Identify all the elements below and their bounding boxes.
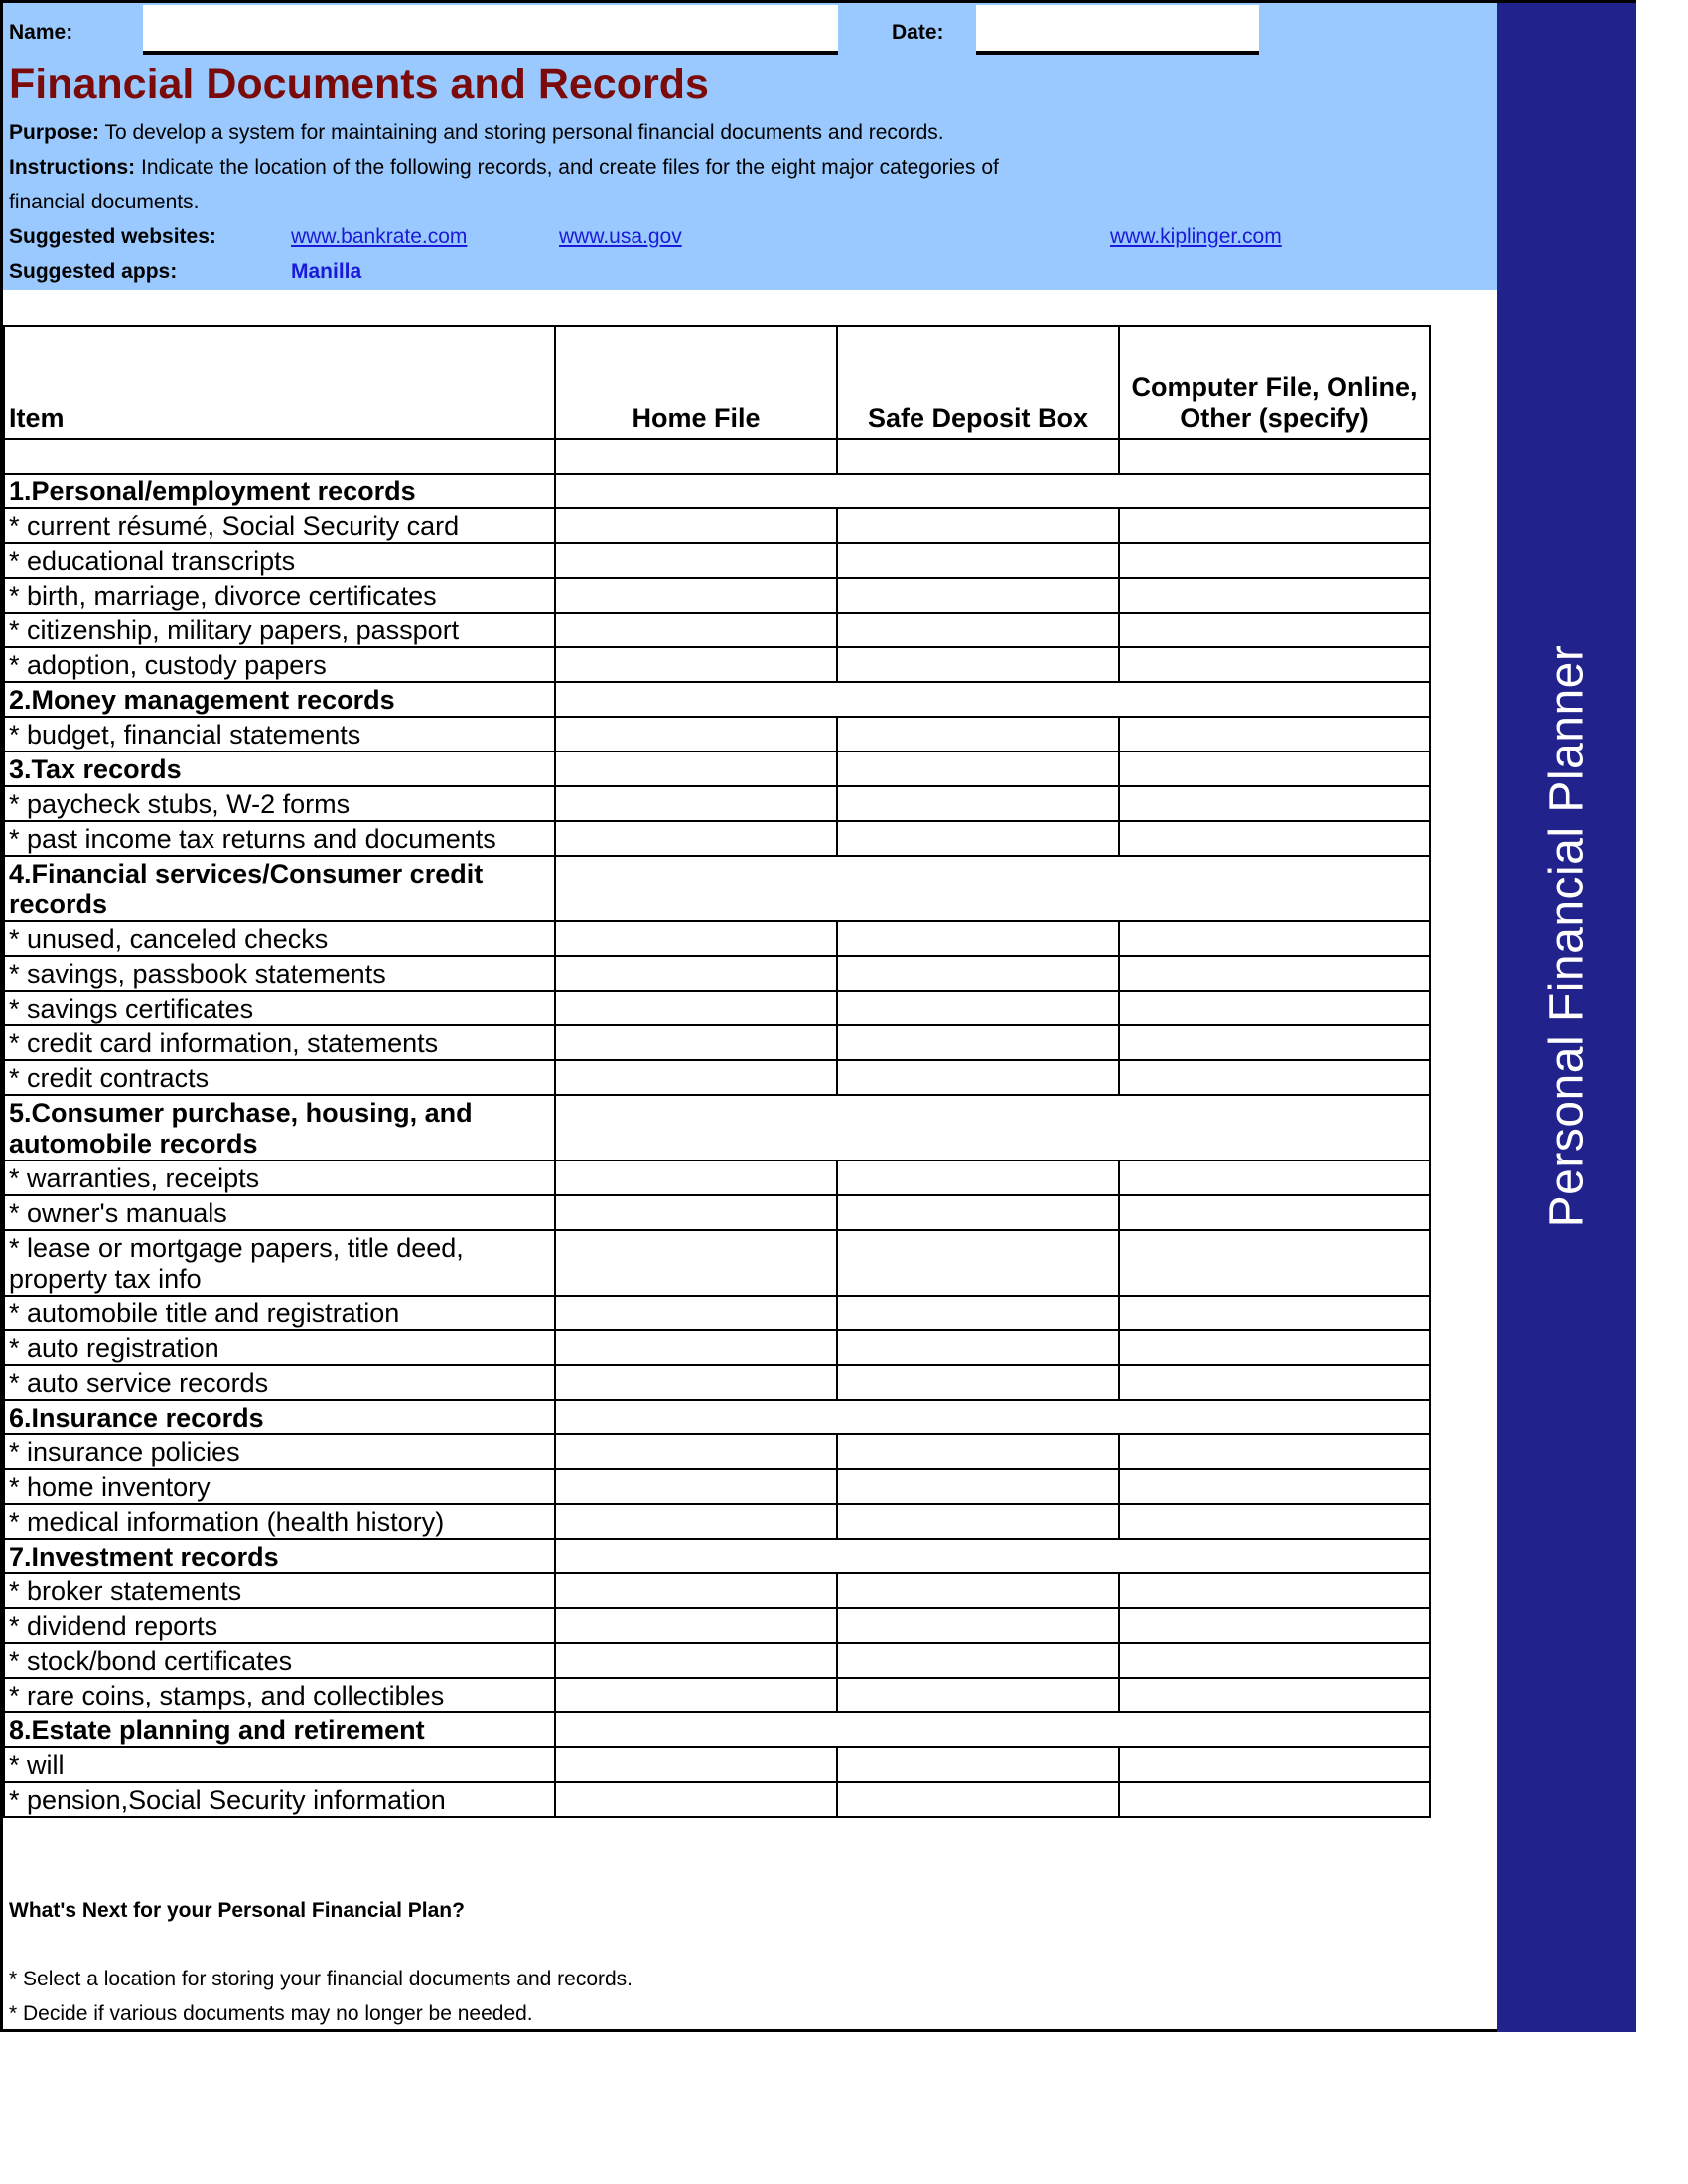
safe-deposit-cell[interactable] (837, 1782, 1119, 1817)
item-label: * rare coins, stamps, and collectibles (4, 1678, 555, 1712)
computer-file-cell[interactable] (1119, 1747, 1430, 1782)
table-row (4, 1782, 1430, 1817)
table-row (4, 1712, 1430, 1747)
safe-deposit-cell[interactable] (837, 508, 1119, 543)
safe-deposit-cell[interactable] (837, 1230, 1119, 1296)
safe-deposit-cell[interactable] (837, 1678, 1119, 1712)
category-label: 1.Personal/employment records (4, 474, 555, 508)
category-span-cell (555, 1712, 1430, 1747)
table-row (4, 1025, 1430, 1060)
safe-deposit-cell[interactable] (837, 1330, 1119, 1365)
table-row (4, 991, 1430, 1025)
table-row (4, 439, 1430, 474)
home-file-cell[interactable] (555, 1469, 837, 1504)
item-label: * past income tax returns and documents (4, 821, 555, 856)
side-title: Personal Financial Planner (1540, 644, 1594, 1228)
category-span-cell (555, 1539, 1430, 1573)
blank-cell (4, 439, 555, 474)
item-label: * will (4, 1747, 555, 1782)
item-label: * birth, marriage, divorce certificates (4, 578, 555, 613)
home-file-cell[interactable] (555, 543, 837, 578)
home-file-cell[interactable] (555, 821, 837, 856)
home-file-cell[interactable] (555, 1643, 837, 1678)
column-header-item: Item (4, 326, 555, 439)
table-row (4, 1434, 1430, 1469)
website-link-kiplinger[interactable]: www.kiplinger.com (1110, 225, 1282, 248)
home-file-cell[interactable] (555, 1060, 837, 1095)
worksheet-header (3, 3, 1497, 290)
table-row (4, 921, 1430, 956)
category-span-cell (555, 1095, 1430, 1160)
instructions-text: Indicate the location of the following records, and create files for the eight major categories of (141, 156, 999, 179)
safe-deposit-cell[interactable] (837, 921, 1119, 956)
computer-file-cell[interactable] (1119, 543, 1430, 578)
home-file-cell[interactable] (555, 647, 837, 682)
website-link-bankrate[interactable]: www.bankrate.com (291, 225, 468, 248)
category-label: 4.Financial services/Consumer credit records (4, 856, 555, 921)
item-label: * dividend reports (4, 1608, 555, 1643)
table-row (4, 543, 1430, 578)
safe-deposit-cell[interactable] (837, 786, 1119, 821)
safe-deposit-cell[interactable] (837, 1573, 1119, 1608)
home-file-cell[interactable] (555, 508, 837, 543)
computer-file-cell[interactable] (1119, 1678, 1430, 1712)
safe-deposit-cell[interactable] (837, 1434, 1119, 1469)
tip-item: * Decide if various documents may no longer be needed. (9, 2002, 533, 2025)
computer-file-cell[interactable] (1119, 786, 1430, 821)
table-row (4, 1747, 1430, 1782)
computer-file-cell[interactable] (1119, 956, 1430, 991)
safe-deposit-cell[interactable] (837, 821, 1119, 856)
item-label: * adoption, custody papers (4, 647, 555, 682)
records-table (3, 325, 1431, 1818)
safe-deposit-cell[interactable] (837, 991, 1119, 1025)
home-file-cell[interactable] (555, 786, 837, 821)
table-row (4, 613, 1430, 647)
category-label: 7.Investment records (4, 1539, 555, 1573)
item-label: * home inventory (4, 1469, 555, 1504)
computer-file-cell[interactable] (1119, 1469, 1430, 1504)
table-row (4, 1400, 1430, 1434)
table-row (4, 1060, 1430, 1095)
computer-file-cell[interactable] (1119, 821, 1430, 856)
home-file-cell[interactable] (555, 1608, 837, 1643)
table-row (4, 647, 1430, 682)
table-row (4, 751, 1430, 786)
home-file-cell[interactable] (555, 717, 837, 751)
item-label: * budget, financial statements (4, 717, 555, 751)
table-row (4, 1160, 1430, 1195)
websites-label: Suggested websites: (9, 225, 216, 248)
home-file-cell[interactable] (555, 1782, 837, 1817)
home-file-cell[interactable] (555, 1678, 837, 1712)
safe-deposit-cell[interactable] (837, 1504, 1119, 1539)
column-header-safe-deposit-box: Safe Deposit Box (837, 326, 1119, 439)
category-span-cell (555, 856, 1430, 921)
item-label: * broker statements (4, 1573, 555, 1608)
computer-file-cell[interactable] (1119, 1160, 1430, 1195)
table-row (4, 578, 1430, 613)
safe-deposit-cell[interactable] (837, 1365, 1119, 1400)
purpose-label: Purpose: (9, 121, 100, 144)
category-label: 5.Consumer purchase, housing, and automobile records (4, 1095, 555, 1160)
home-file-cell[interactable] (555, 1504, 837, 1539)
safe-deposit-cell[interactable] (837, 1296, 1119, 1330)
instructions-text-continued: financial documents. (9, 191, 200, 213)
table-row (4, 821, 1430, 856)
item-label: * lease or mortgage papers, title deed, property tax info (4, 1230, 555, 1296)
table-row (4, 717, 1430, 751)
home-file-cell[interactable] (555, 1195, 837, 1230)
item-label: * citizenship, military papers, passport (4, 613, 555, 647)
computer-file-cell[interactable] (1119, 1365, 1430, 1400)
item-label: * current résumé, Social Security card (4, 508, 555, 543)
safe-deposit-cell[interactable] (837, 1060, 1119, 1095)
safe-deposit-cell[interactable] (837, 1160, 1119, 1195)
home-file-cell[interactable] (555, 1025, 837, 1060)
home-file-cell[interactable] (555, 751, 837, 786)
computer-file-cell[interactable] (1119, 1504, 1430, 1539)
computer-file-cell[interactable] (1119, 1608, 1430, 1643)
table-row (4, 1504, 1430, 1539)
home-file-cell[interactable] (555, 1230, 837, 1296)
computer-file-cell[interactable] (1119, 717, 1430, 751)
computer-file-cell[interactable] (1119, 647, 1430, 682)
category-label: 6.Insurance records (4, 1400, 555, 1434)
item-label: * educational transcripts (4, 543, 555, 578)
home-file-cell[interactable] (555, 439, 837, 474)
safe-deposit-cell[interactable] (837, 578, 1119, 613)
computer-file-cell[interactable] (1119, 921, 1430, 956)
home-file-cell[interactable] (555, 991, 837, 1025)
purpose-text: To develop a system for maintaining and storing personal financial documents and records. (104, 121, 944, 144)
name-label: Name: (9, 21, 73, 44)
safe-deposit-cell[interactable] (837, 956, 1119, 991)
table-row (4, 1643, 1430, 1678)
table-row (4, 1195, 1430, 1230)
table-row (4, 856, 1430, 921)
home-file-cell[interactable] (555, 1160, 837, 1195)
computer-file-cell[interactable] (1119, 1573, 1430, 1608)
home-file-cell[interactable] (555, 921, 837, 956)
safe-deposit-cell[interactable] (837, 613, 1119, 647)
date-field[interactable] (976, 5, 1259, 55)
home-file-cell[interactable] (555, 1434, 837, 1469)
table-row (4, 1678, 1430, 1712)
safe-deposit-cell[interactable] (837, 1195, 1119, 1230)
item-label: * credit contracts (4, 1060, 555, 1095)
safe-deposit-cell[interactable] (837, 439, 1119, 474)
home-file-cell[interactable] (555, 1330, 837, 1365)
apps-label: Suggested apps: (9, 260, 178, 283)
item-label: * owner's manuals (4, 1195, 555, 1230)
computer-file-cell[interactable] (1119, 508, 1430, 543)
safe-deposit-cell[interactable] (837, 1643, 1119, 1678)
category-label: 8.Estate planning and retirement (4, 1712, 555, 1747)
item-label: * medical information (health history) (4, 1504, 555, 1539)
item-label: * auto registration (4, 1330, 555, 1365)
computer-file-cell[interactable] (1119, 1025, 1430, 1060)
safe-deposit-cell[interactable] (837, 1608, 1119, 1643)
column-header-computer-file: Computer File, Online, Other (specify) (1119, 326, 1430, 439)
home-file-cell[interactable] (555, 956, 837, 991)
table-row (4, 786, 1430, 821)
category-span-cell (555, 1400, 1430, 1434)
whats-next-heading: What's Next for your Personal Financial Plan? (9, 1899, 465, 1922)
home-file-cell[interactable] (555, 1365, 837, 1400)
computer-file-cell[interactable] (1119, 613, 1430, 647)
table-body (4, 439, 1430, 1817)
table-row (4, 1230, 1430, 1296)
table-header-row (4, 326, 1430, 439)
table-row (4, 1539, 1430, 1573)
computer-file-cell[interactable] (1119, 1060, 1430, 1095)
computer-file-cell[interactable] (1119, 1782, 1430, 1817)
home-file-cell[interactable] (555, 1747, 837, 1782)
table-row (4, 682, 1430, 717)
table-row (4, 1608, 1430, 1643)
safe-deposit-cell[interactable] (837, 751, 1119, 786)
computer-file-cell[interactable] (1119, 751, 1430, 786)
table-row (4, 508, 1430, 543)
instructions-label: Instructions: (9, 156, 136, 179)
safe-deposit-cell[interactable] (837, 1747, 1119, 1782)
item-label: * pension,Social Security information (4, 1782, 555, 1817)
item-label: * warranties, receipts (4, 1160, 555, 1195)
table-row (4, 1330, 1430, 1365)
column-header-home-file: Home File (555, 326, 837, 439)
table-row (4, 1573, 1430, 1608)
safe-deposit-cell[interactable] (837, 717, 1119, 751)
computer-file-cell[interactable] (1119, 1195, 1430, 1230)
category-label: 3.Tax records (4, 751, 555, 786)
table-row (4, 1296, 1430, 1330)
item-label: * automobile title and registration (4, 1296, 555, 1330)
item-label: * savings certificates (4, 991, 555, 1025)
safe-deposit-cell[interactable] (837, 647, 1119, 682)
table-row (4, 956, 1430, 991)
computer-file-cell[interactable] (1119, 1330, 1430, 1365)
safe-deposit-cell[interactable] (837, 1025, 1119, 1060)
safe-deposit-cell[interactable] (837, 543, 1119, 578)
table-row (4, 474, 1430, 508)
date-label: Date: (892, 21, 944, 44)
tip-item: * Select a location for storing your financial documents and records. (9, 1968, 633, 1990)
item-label: * unused, canceled checks (4, 921, 555, 956)
computer-file-cell[interactable] (1119, 439, 1430, 474)
computer-file-cell[interactable] (1119, 1230, 1430, 1296)
safe-deposit-cell[interactable] (837, 1469, 1119, 1504)
app-name: Manilla (291, 260, 362, 283)
item-label: * insurance policies (4, 1434, 555, 1469)
website-link-usa-gov[interactable]: www.usa.gov (559, 225, 682, 248)
computer-file-cell[interactable] (1119, 578, 1430, 613)
category-label: 2.Money management records (4, 682, 555, 717)
purpose-line (9, 121, 944, 145)
home-file-cell[interactable] (555, 1296, 837, 1330)
name-field[interactable] (143, 5, 838, 55)
category-span-cell (555, 474, 1430, 508)
computer-file-cell[interactable] (1119, 1434, 1430, 1469)
home-file-cell[interactable] (555, 613, 837, 647)
computer-file-cell[interactable] (1119, 1643, 1430, 1678)
home-file-cell[interactable] (555, 578, 837, 613)
page-title: Financial Documents and Records (9, 61, 709, 108)
computer-file-cell[interactable] (1119, 991, 1430, 1025)
item-label: * credit card information, statements (4, 1025, 555, 1060)
item-label: * savings, passbook statements (4, 956, 555, 991)
home-file-cell[interactable] (555, 1573, 837, 1608)
computer-file-cell[interactable] (1119, 1296, 1430, 1330)
table-row (4, 1469, 1430, 1504)
item-label: * paycheck stubs, W-2 forms (4, 786, 555, 821)
table-row (4, 1365, 1430, 1400)
instructions-line (9, 156, 999, 180)
item-label: * auto service records (4, 1365, 555, 1400)
side-band (1497, 3, 1636, 2032)
item-label: * stock/bond certificates (4, 1643, 555, 1678)
category-span-cell (555, 682, 1430, 717)
table-row (4, 1095, 1430, 1160)
